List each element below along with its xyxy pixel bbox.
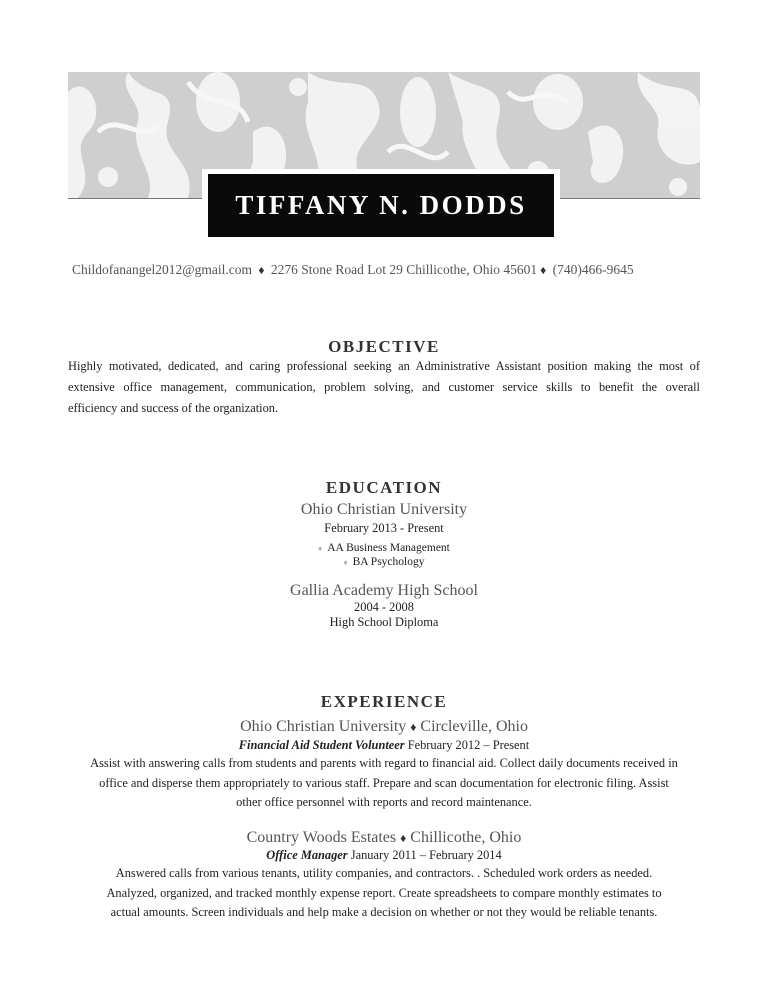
- phone-text: (740)466-9645: [552, 262, 634, 277]
- degree-label: AA Business Management: [327, 542, 450, 554]
- job-description-line: Assist with answering calls from students and parents with regard to financial aid. Collect daily documents received in: [90, 756, 678, 770]
- objective-line-3: efficiency and success of the organization.: [68, 401, 279, 415]
- school-dates: 2004 - 2008: [354, 600, 414, 614]
- education-heading: EDUCATION: [325, 478, 443, 497]
- employer-name: Country Woods Estates: [246, 829, 397, 846]
- objective-heading: OBJECTIVE: [328, 337, 440, 356]
- school-name: Ohio Christian University: [300, 501, 468, 518]
- diamond-separator-icon: ♦: [258, 263, 265, 277]
- job-description-line: office and disperse them appropriately to various staff. Prepare and scan documentation for electronic filing. Assist: [99, 776, 669, 790]
- experience-heading: EXPERIENCE: [320, 692, 448, 711]
- diamond-separator-icon: ♦: [400, 831, 407, 845]
- school-dates: February 2013 - Present: [324, 521, 444, 535]
- job-header: [0, 718, 768, 736]
- job-description-line: other office personnel with reports and record maintenance.: [236, 795, 532, 809]
- candidate-name: TIFFANY N. DODDS: [208, 174, 554, 237]
- job-title-line: [0, 738, 768, 753]
- contact-line: [72, 262, 712, 278]
- objective-line-1: Highly motivated, dedicated, and caring professional seeking an Administrative Assistant position making the most of: [68, 359, 700, 373]
- job-role: Financial Aid Student Volunteer: [238, 738, 405, 752]
- degree-item: [0, 556, 768, 568]
- bullet-icon: ♦: [343, 558, 348, 567]
- diamond-separator-icon: ♦: [410, 720, 417, 734]
- diamond-separator-icon: ♦: [540, 263, 547, 277]
- diploma-text: High School Diploma: [329, 615, 439, 629]
- degree-label: BA Psychology: [352, 556, 425, 568]
- job-dates: February 2012 – Present: [407, 738, 530, 752]
- employer-name: Ohio Christian University: [240, 718, 407, 735]
- job-header: [0, 829, 768, 847]
- objective-line-2: extensive office management, communication, problem solving, and customer service skills to benefit the overall: [68, 380, 700, 394]
- degree-item: [0, 542, 768, 554]
- job-location: Chillicothe, Ohio: [410, 829, 522, 846]
- school-name: Gallia Academy High School: [290, 582, 478, 599]
- job-dates: January 2011 – February 2014: [350, 848, 502, 862]
- email-link[interactable]: Childofanangel2012@gmail.com: [72, 262, 253, 277]
- bullet-icon: ♦: [318, 544, 323, 553]
- name-plate: [202, 169, 560, 242]
- address-text: 2276 Stone Road Lot 29 Chillicothe, Ohio 45601: [270, 262, 538, 277]
- job-description-line: actual amounts. Screen individuals and help make a decision on whether or not they would be reliable tenants.: [110, 905, 658, 919]
- job-location: Circleville, Ohio: [420, 718, 528, 735]
- job-role: Office Manager: [266, 848, 348, 862]
- job-description-line: Analyzed, organized, and tracked monthly expense report. Create spreadsheets to compare monthly estimates to: [106, 886, 662, 900]
- job-description-line: Answered calls from various tenants, utility companies, and contractors. . Scheduled work orders as needed.: [115, 866, 653, 880]
- job-title-line: [0, 848, 768, 863]
